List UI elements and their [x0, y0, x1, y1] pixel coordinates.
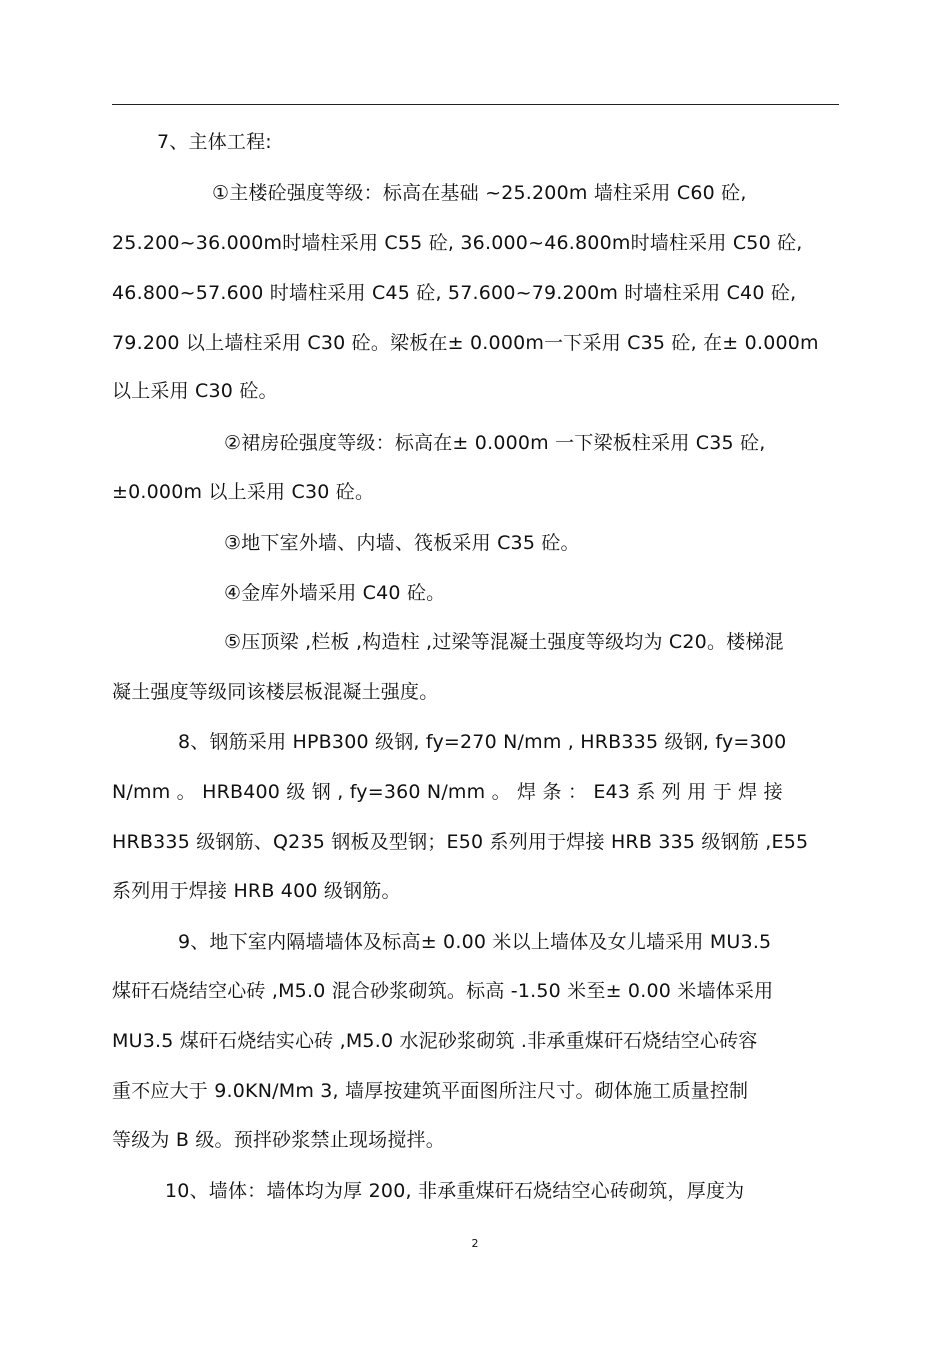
paragraph-line: 煤矸石烧结空心砖 ,M5.0 混合砂浆砌筑。标高 -1.50 米至± 0.00 米墙体采用: [112, 980, 774, 1002]
paragraph-line: ±0.000m 以上采用 C30 砼。: [112, 481, 375, 503]
header-rule: [112, 104, 839, 105]
section-8-line: 8、钢筋采用 HPB300 级钢, fy=270 N/mm , HRB335 级钢, fy=300: [178, 731, 787, 753]
paragraph-line: 系列用于焊接 HRB 400 级钢筋。: [112, 880, 401, 902]
page-number: 2: [471, 1237, 479, 1250]
paragraph-line: ③地下室外墙、内墙、筏板采用 C35 砼。: [224, 532, 580, 554]
paragraph-line: 凝土强度等级同该楼层板混凝土强度。: [112, 681, 439, 703]
paragraph-line: 以上采用 C30 砼。: [112, 380, 278, 402]
paragraph-line: ④金库外墙采用 C40 砼。: [224, 582, 446, 604]
paragraph-line: MU3.5 煤矸石烧结实心砖 ,M5.0 水泥砂浆砌筑 .非承重煤矸石烧结空心砖容: [112, 1030, 758, 1052]
paragraph-line: HRB335 级钢筋、Q235 钢板及型钢；E50 系列用于焊接 HRB 335 级钢筋 ,E55: [112, 831, 809, 853]
paragraph-line: 25.200~36.000m时墙柱采用 C55 砼, 36.000~46.800m时墙柱采用 C50 砼,: [112, 232, 803, 254]
paragraph-line: 46.800~57.600 时墙柱采用 C45 砼, 57.600~79.200m 时墙柱采用 C40 砼,: [112, 282, 797, 304]
section-10-line: 10、墙体：墙体均为厚 200, 非承重煤矸石烧结空心砖砌筑，厚度为: [165, 1180, 745, 1202]
paragraph-line: ⑤压顶梁 ,栏板 ,构造柱 ,过梁等混凝土强度等级均为 C20。楼梯混: [224, 631, 784, 653]
paragraph-line: 79.200 以上墙柱采用 C30 砼。梁板在± 0.000m一下采用 C35 砼, 在± 0.000m: [112, 332, 819, 354]
paragraph-line: ①主楼砼强度等级：标高在基础 ~25.200m 墙柱采用 C60 砼,: [212, 182, 747, 204]
section-7-heading: 7、主体工程:: [157, 131, 272, 153]
section-9-line: 9、地下室内隔墙墙体及标高± 0.00 米以上墙体及女儿墙采用 MU3.5: [178, 931, 772, 953]
paragraph-line: 重不应大于 9.0KN/Mm 3, 墙厚按建筑平面图所注尺寸。砌体施工质量控制: [112, 1080, 749, 1102]
paragraph-line: 等级为 B 级。预拌砂浆禁止现场搅拌。: [112, 1129, 445, 1151]
paragraph-line: N/mm 。 HRB400 级 钢 , fy=360 N/mm 。 焊 条 ： E43 系 列 用 于 焊 接: [112, 781, 783, 803]
paragraph-line: ②裙房砼强度等级：标高在± 0.000m 一下梁板柱采用 C35 砼,: [224, 432, 766, 454]
